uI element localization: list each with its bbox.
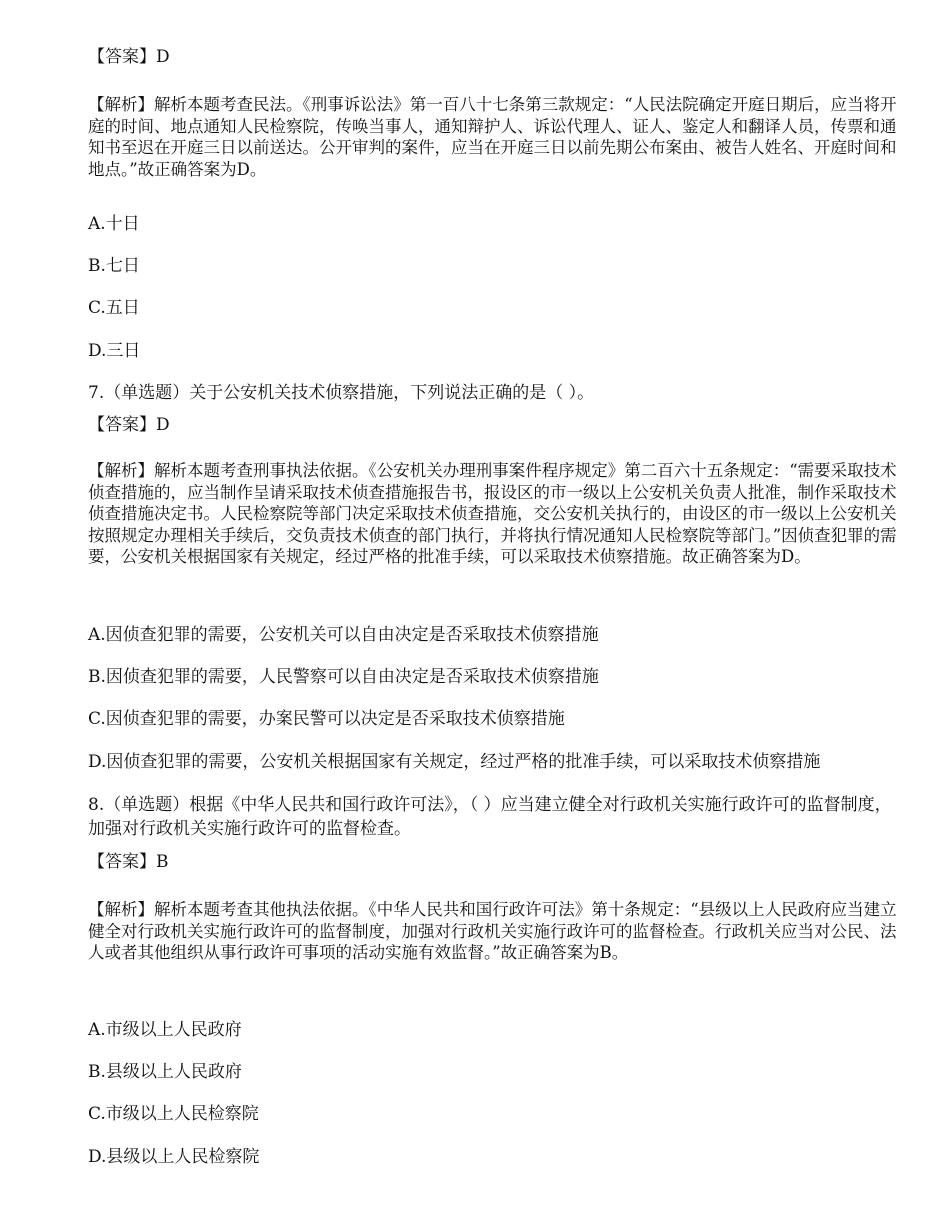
analysis-paragraph: 【解析】解析本题考查其他执法依据。《中华人民共和国行政许可法》第十条规定：“县级以上人民政府应当建立健全对行政机关实施行政许可的监督制度，加强对行政机关实施行政许可的监督检查。行政机关应当对公民、法人或者其他组织从事行政许可事项的活动实施有效监督。”故正确答案为B。	[88, 900, 897, 963]
option-d: D.因侦查犯罪的需要，公安机关根据国家有关规定，经过严格的批准手续，可以采取技术侦察措施	[88, 752, 821, 772]
option-a: A.因侦查犯罪的需要，公安机关可以自由决定是否采取技术侦察措施	[88, 625, 599, 645]
option-b: B.因侦查犯罪的需要，人民警察可以自由决定是否采取技术侦察措施	[88, 667, 599, 687]
answer-label: 【答案】B	[88, 852, 169, 872]
option-a: A.十日	[88, 214, 140, 234]
option-d: D.县级以上人民检察院	[88, 1147, 260, 1167]
option-c: C.五日	[88, 298, 140, 318]
option-b: B.县级以上人民政府	[88, 1062, 242, 1082]
analysis-paragraph: 【解析】解析本题考查民法。《刑事诉讼法》第一百八十七条第三款规定：“人民法院确定开庭日期后，应当将开庭的时间、地点通知人民检察院，传唤当事人，通知辩护人、诉讼代理人、证人、鉴定人和翻译人员，传票和通知书至迟在开庭三日以前送达。公开审判的案件，应当在开庭三日以前先期公布案由、被告人姓名、开庭时间和地点。”故正确答案为D。	[88, 95, 897, 179]
option-d: D.三日	[88, 341, 141, 361]
answer-label: 【答案】D	[88, 47, 170, 67]
analysis-paragraph: 【解析】解析本题考查刑事执法依据。《公安机关办理刑事案件程序规定》第二百六十五条规定：“需要采取技术侦查措施的，应当制作呈请采取技术侦查措施报告书，报设区的市一级以上公安机关负责人批准，制作采取技术侦查措施决定书。人民检察院等部门决定采取技术侦查措施，交公安机关执行的，由设区的市一级以上公安机关按照规定办理相关手续后，交负责技术侦查的部门执行，并将执行情况通知人民检察院等部门。”因侦查犯罪的需要，公安机关根据国家有关规定，经过严格的批准手续，可以采取技术侦察措施。故正确答案为D。	[88, 461, 897, 567]
question-7: 7.（单选题）关于公安机关技术侦察措施，下列说法正确的是（ ）。	[88, 383, 595, 403]
question-8: 8.（单选题）根据《中华人民共和国行政许可法》，（ ）应当建立健全对行政机关实施行政许可的监督制度，加强对行政机关实施行政许可的监督检查。	[88, 795, 892, 839]
answer-label: 【答案】D	[88, 415, 170, 435]
option-c: C.市级以上人民检察院	[88, 1104, 259, 1124]
option-a: A.市级以上人民政府	[88, 1020, 242, 1040]
option-c: C.因侦查犯罪的需要，办案民警可以决定是否采取技术侦察措施	[88, 709, 565, 729]
option-b: B.七日	[88, 256, 140, 276]
